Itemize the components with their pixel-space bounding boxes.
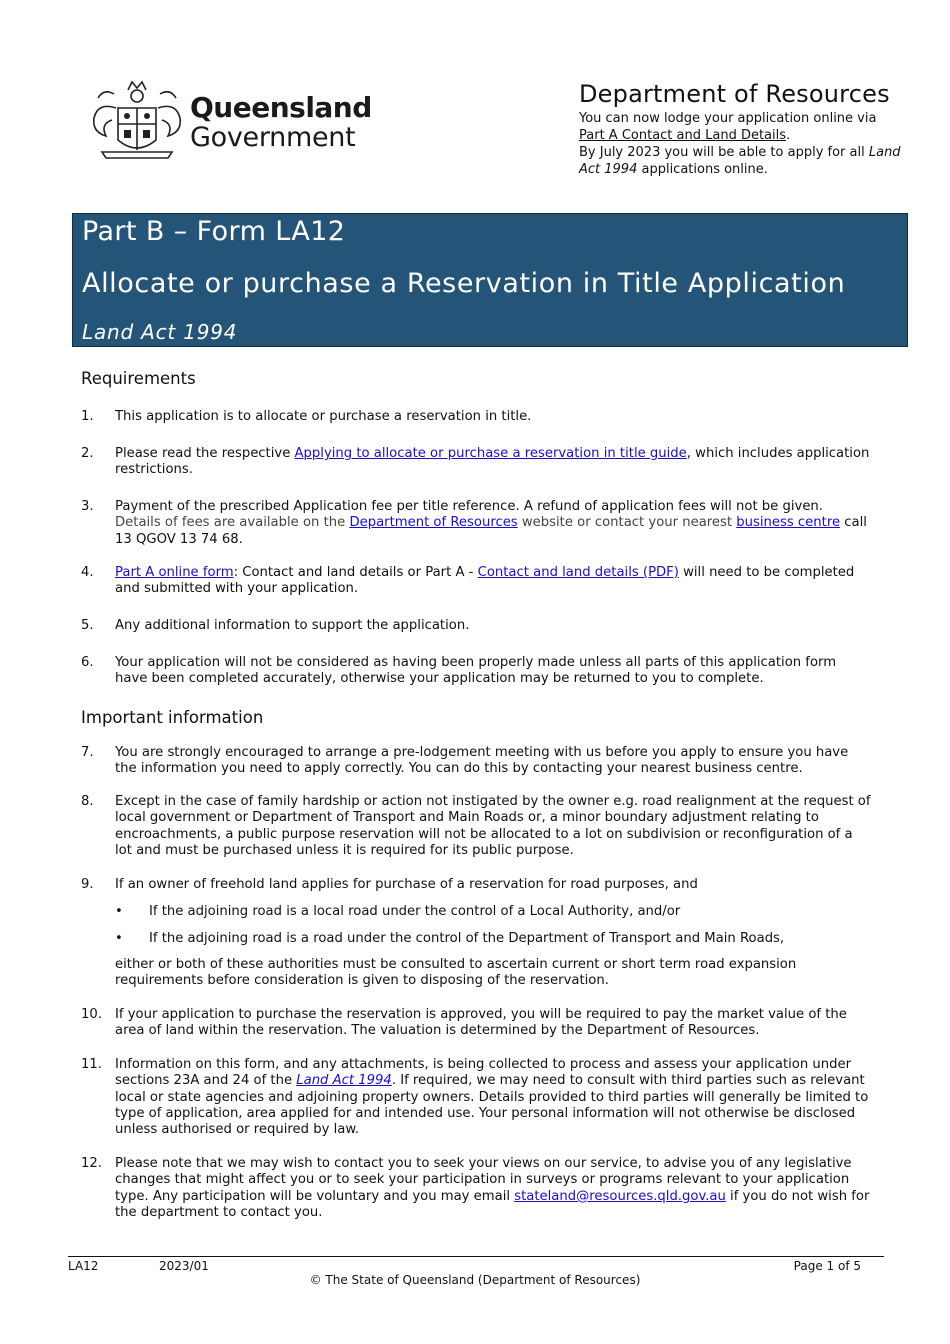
footer-copyright: © The State of Queensland (Department of Resources)	[309, 1273, 641, 1287]
footer-version: 2023/01	[159, 1259, 209, 1273]
part-a-contact-link[interactable]: Part A Contact and Land Details	[579, 128, 787, 143]
list-item: 11. Information on this form, and any attachments, is being collected to process and assess your application under sections 23A and 24 of the Land Act 1994. If required, we may need to consult with third parties such as relevant local or state agencies and adjoining property owners. Details provided to third parties will generally be limited to type of application, area applied for and intended use. Your personal information will not otherwise be disclosed unless authorised or required by law.	[81, 1057, 869, 1138]
list-item: 3. Payment of the prescribed Application fee per title reference. A refund of application fees will not be given. Details of fees are available on the Department of Resources website or contact your nearest business centre call 13 QGOV 13 74 68.	[81, 499, 867, 547]
footer-divider	[68, 1256, 884, 1257]
important-information-heading: Important information	[81, 708, 264, 727]
footer-page-number: Page 1 of 5	[793, 1259, 861, 1273]
list-item-continuation: either or both of these authorities must be consulted to ascertain current or short term road expansion requirements before consideration is given to disposing of the reservation.	[115, 957, 797, 989]
contact-land-details-pdf-link[interactable]: Contact and land details (PDF)	[477, 565, 679, 580]
list-item: 1. This application is to allocate or purchase a reservation in title.	[81, 409, 532, 424]
form-act: Land Act 1994	[82, 320, 238, 344]
bullet-item: • If the adjoining road is a road under the control of the Department of Transport and Main Roads,	[115, 931, 785, 946]
list-item: 5. Any additional information to support the application.	[81, 618, 470, 633]
logo-queensland-text: Queensland	[190, 91, 372, 124]
july-2023-text: By July 2023 you will be able to apply for all Land Act 1994 applications online.	[579, 145, 901, 177]
reservation-guide-link[interactable]: Applying to allocate or purchase a reservation in title guide	[294, 446, 687, 461]
logo-government-text: Government	[190, 122, 356, 153]
queensland-government-logo	[88, 78, 372, 164]
online-lodge-text: You can now lodge your application online via	[579, 111, 877, 126]
footer-form-code: LA12	[68, 1259, 99, 1273]
department-header: Department of Resources You can now lodge your application online via Part A Contact and Land Details. By July 2023 you will be able to apply for all Land Act 1994 applications online.	[579, 80, 909, 178]
list-item: 6. Your application will not be considered as having been properly made unless all parts of this application form have been completed accurately, otherwise your application may be returned to you to complete.	[81, 655, 837, 687]
form-part-title: Part B – Form LA12	[82, 216, 346, 247]
list-item: 8. Except in the case of family hardship or action not instigated by the owner e.g. road realignment at the request of local government or Department of Transport and Main Roads or, a minor boundary adjustment relating to encroachments, a public purpose reservation will not be allocated to a lot on subdivision or reconfiguration of a lot and must be purchased unless it is required for its public purpose.	[81, 794, 871, 858]
business-centre-link[interactable]: business centre	[736, 515, 841, 531]
bullet-item: • If the adjoining road is a local road under the control of a Local Authority, and/or	[115, 904, 681, 919]
list-item: 10. If your application to purchase the reservation is approved, you will be required to pay the market value of the area of land within the reservation. The valuation is determined by the Department of Resources.	[81, 1007, 847, 1039]
list-item: 12. Please note that we may wish to contact you to seek your views on our service, to advise you of any legislative changes that might affect you or to seek your participation in surveys or programs relevant to your application type. Any participation will be voluntary and you may email stateland@resources.qld.gov.au if you do not wish for the department to contact you.	[81, 1156, 870, 1220]
form-title-banner	[72, 213, 908, 347]
requirements-heading: Requirements	[81, 369, 196, 388]
department-of-resources-link[interactable]: Department of Resources	[349, 515, 518, 531]
list-item: 2. Please read the respective Applying to allocate or purchase a reservation in title guide, which includes application restrictions.	[81, 446, 870, 478]
list-item: 4. Part A online form: Contact and land details or Part A - Contact and land details (PDF) will need to be completed and submitted with your application.	[81, 565, 855, 597]
form-title: Allocate or purchase a Reservation in Title Application	[82, 268, 846, 299]
part-a-online-form-link[interactable]: Part A online form	[115, 565, 234, 580]
stateland-email-link[interactable]: stateland@resources.qld.gov.au	[514, 1188, 726, 1204]
land-act-1994-link[interactable]: Land Act 1994	[296, 1073, 392, 1089]
list-item: 7. You are strongly encouraged to arrange a pre-lodgement meeting with us before you apply to ensure you have the information you need to apply correctly. You can do this by contacting your nearest business centre.	[81, 745, 849, 777]
coat-of-arms-icon	[88, 78, 186, 164]
department-title: Department of Resources	[579, 80, 890, 108]
list-item: 9. If an owner of freehold land applies for purchase of a reservation for road purposes, and	[81, 877, 698, 892]
